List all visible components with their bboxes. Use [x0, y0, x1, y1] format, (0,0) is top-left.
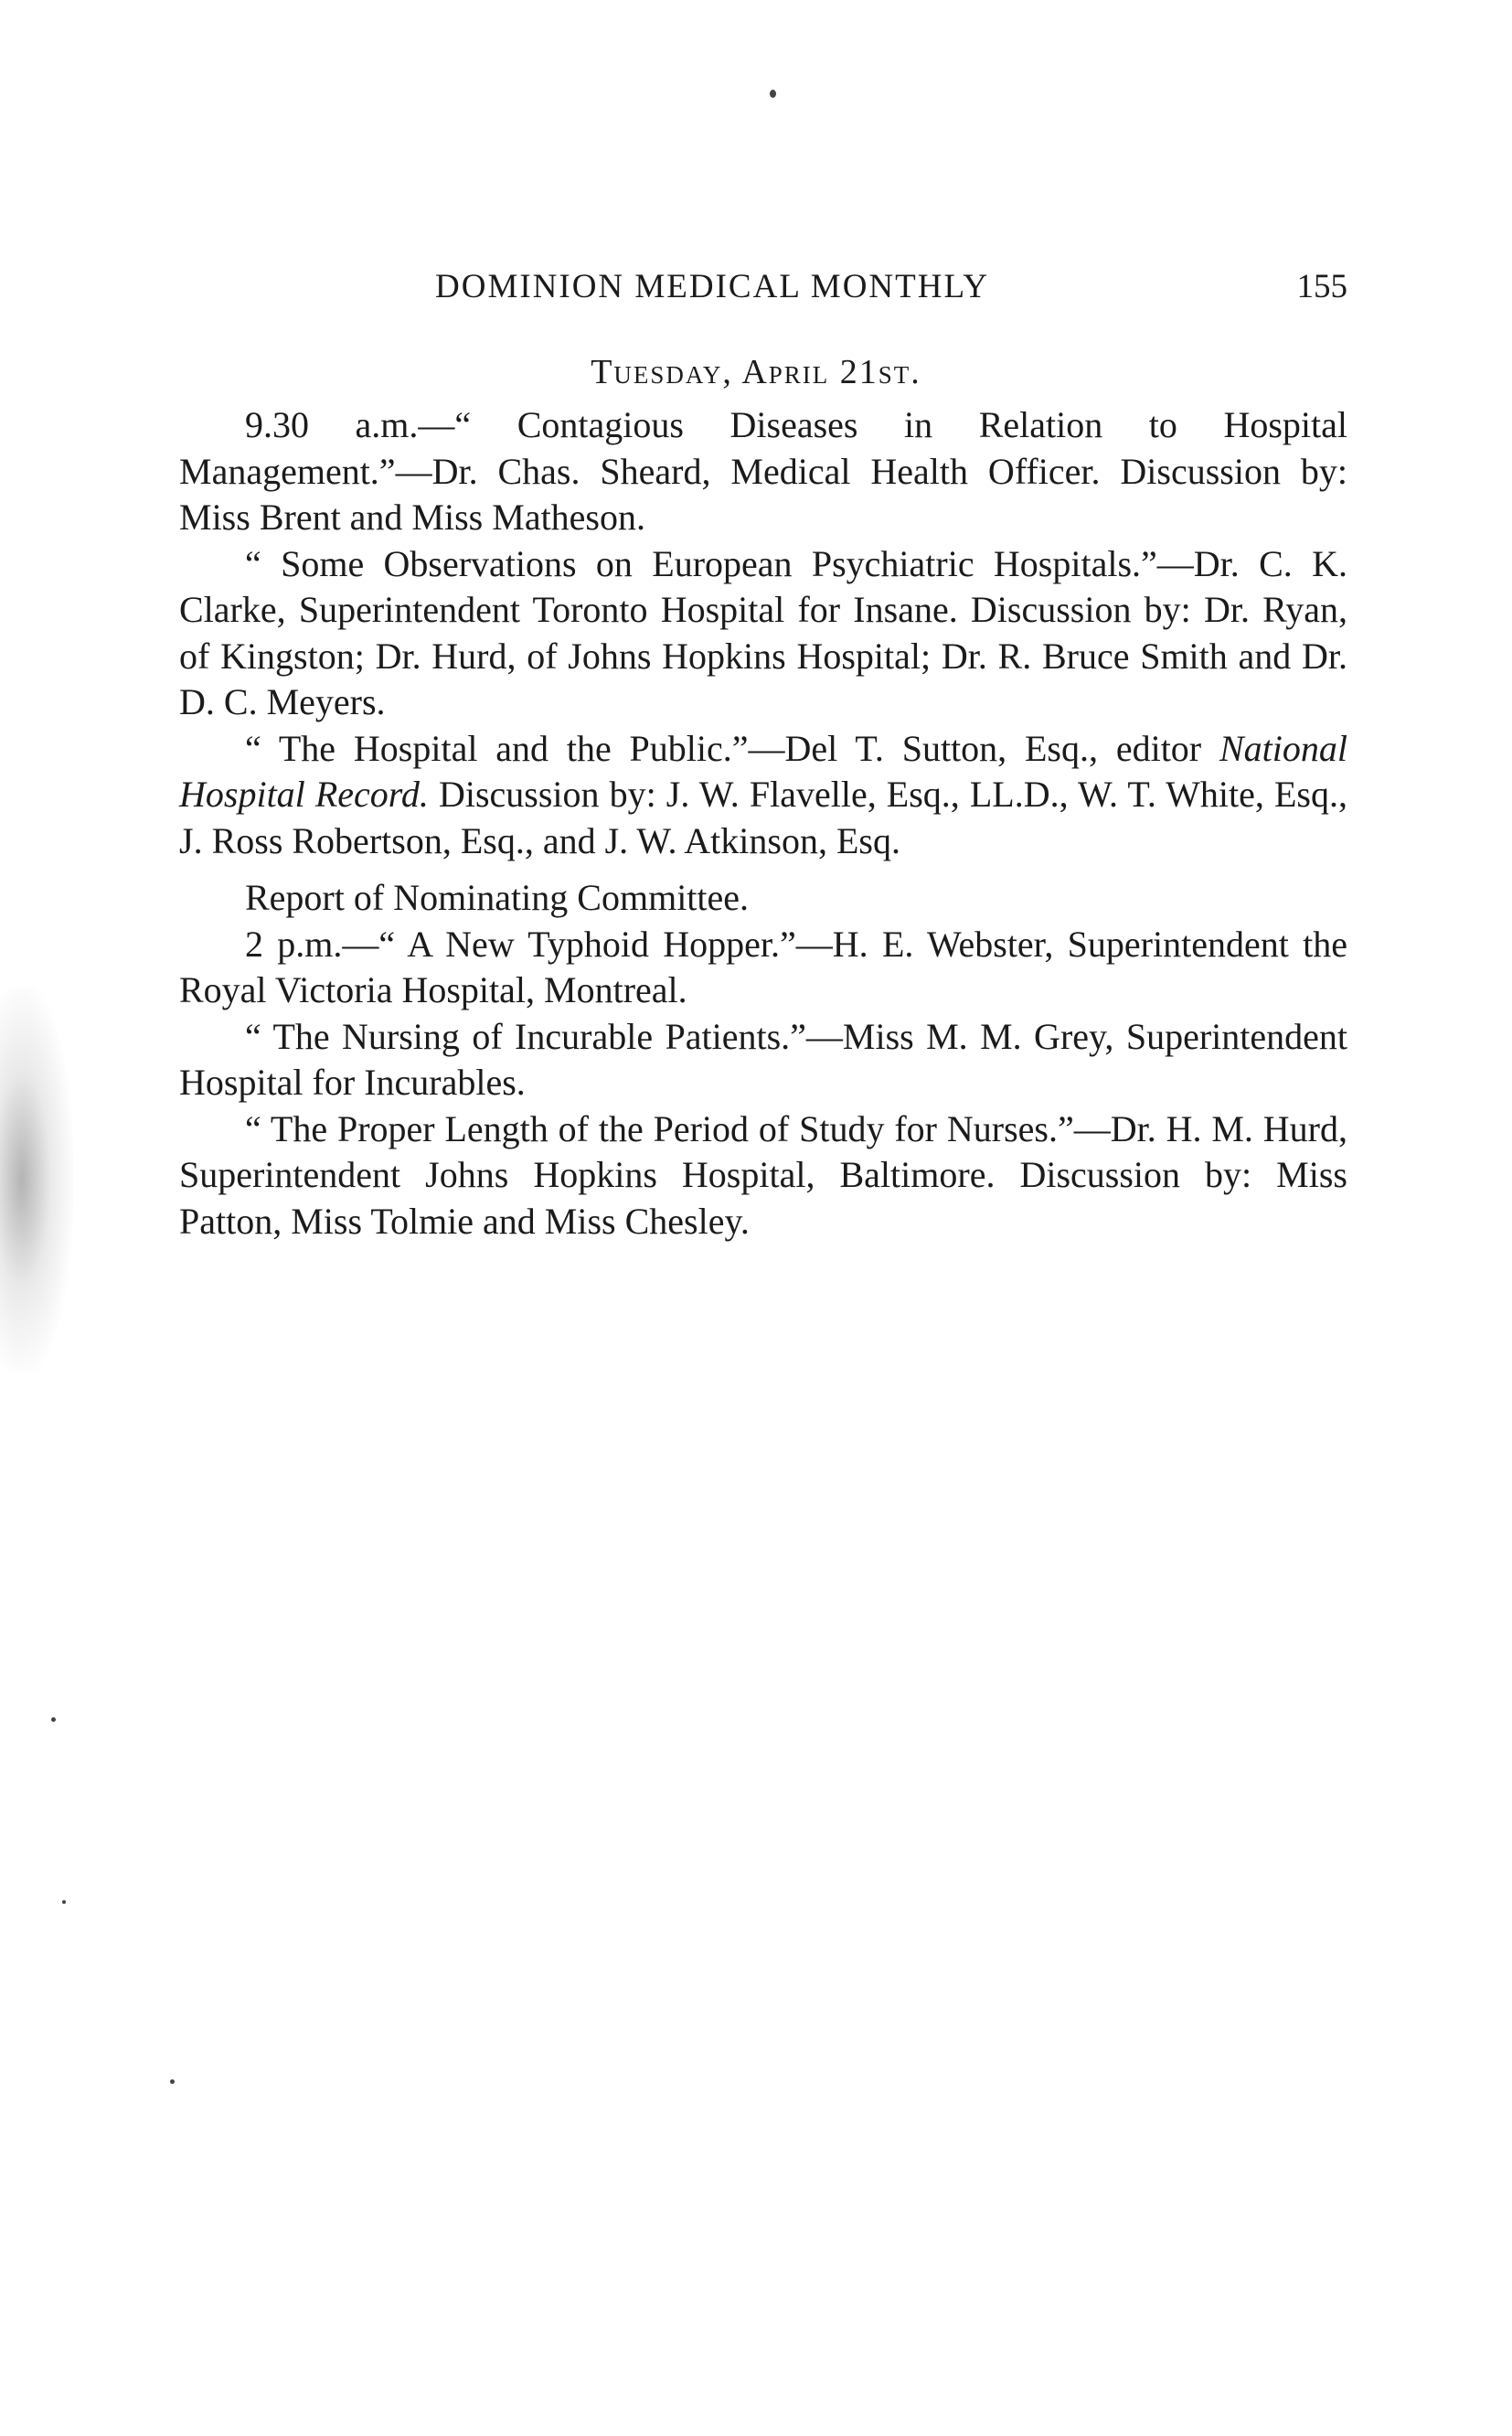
publication-title: National Hospital Record. — [179, 727, 1347, 815]
scan-speck — [170, 2079, 175, 2084]
paragraph-nominating-committee: Report of Nominating Committee. — [245, 877, 750, 918]
paragraph-psychiatric-hospitals: “ Some Observations on European Psychiatric Hospitals.”—Dr. C. K. Clarke, Superintendent Toronto Hospital for Insane. Discussion by: Dr. Ryan, of Kingston; Dr. Hurd, of Johns Hopkins Hospital; Dr. R. Bruce Smith and Dr. D. C. Meyers. — [179, 542, 1347, 722]
paragraph-contagious-diseases: 9.30 a.m.—“ Contagious Diseases in Relation to Hospital Management.”—Dr. Chas. Sheard, Medical Health Officer. Discussion by: Miss Brent and Miss Matheson. — [179, 404, 1347, 538]
paragraph-hospital-and-public — [179, 726, 1347, 865]
paragraph-typhoid-hopper: 2 p.m.—“ A New Typhoid Hopper.”—H. E. Webster, Superintendent the Royal Victoria Hospital, Montreal. — [179, 923, 1347, 1010]
paragraph-incurable-patients: “ The Nursing of Incurable Patients.”—Miss M. M. Grey, Superintendent Hospital for Incurables. — [179, 1015, 1347, 1103]
date-heading: Tuesday, April 21st. — [591, 353, 921, 391]
paragraph-text: “ The Hospital and the Public.”—Del T. Sutton, Esq., editor — [245, 727, 1219, 769]
scan-speck — [51, 1717, 56, 1722]
body-text — [179, 402, 1347, 1245]
running-title: DOMINION MEDICAL MONTHLY — [435, 268, 990, 305]
scan-speck — [770, 90, 776, 98]
page-number: 155 — [1296, 268, 1347, 305]
paragraph-period-of-study: “ The Proper Length of the Period of Study for Nurses.”—Dr. H. M. Hurd, Superintendent Johns Hopkins Hospital, Baltimore. Discussion by: Miss Patton, Miss Tolmie and Miss Chesley. — [179, 1107, 1347, 1242]
paragraph-text: Discussion by: J. W. Flavelle, Esq., LL.D., W. T. White, Esq., J. Ross Robertson, Esq., and J. W. Atkinson, Esq. — [179, 774, 1347, 861]
page-header — [179, 267, 1347, 313]
scan-edge-smudge — [0, 988, 73, 1372]
scan-speck — [62, 1900, 66, 1904]
